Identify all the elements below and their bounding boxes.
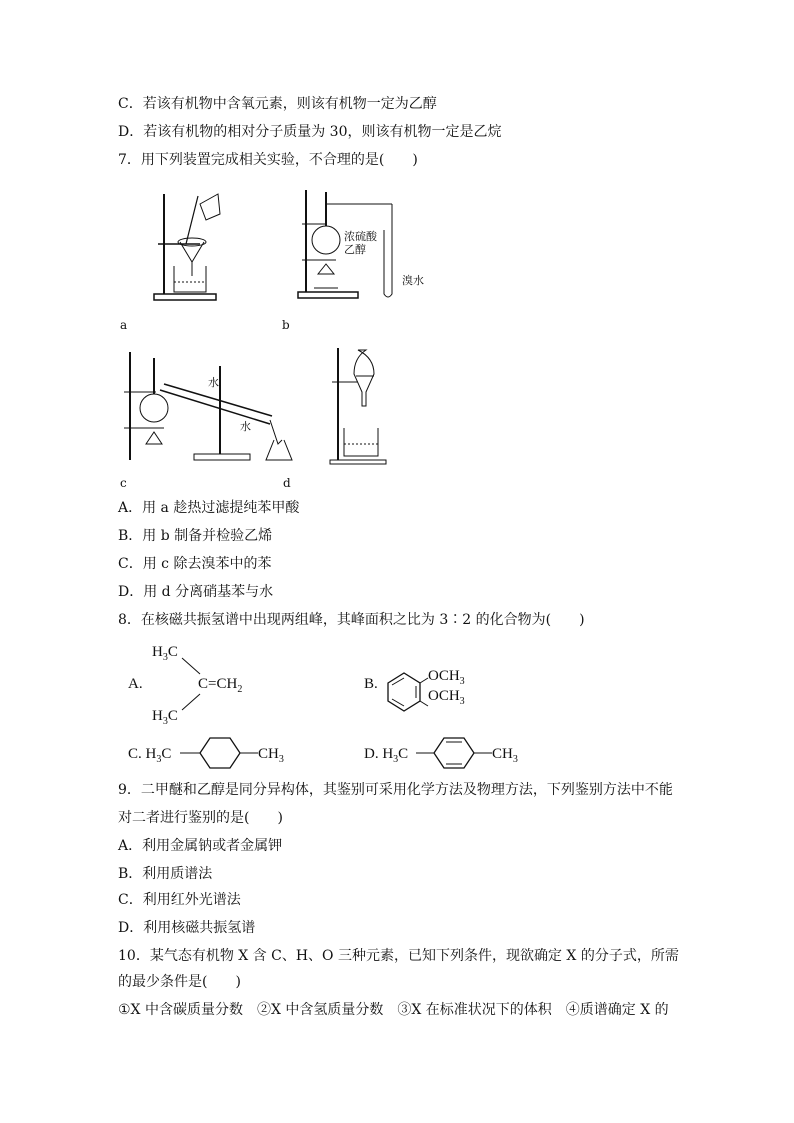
q8-b-sub-top: 3 [459,676,465,687]
q8-option-d-letter: D. H [364,746,394,762]
option-c-line: C．若该有机物中含氧元素，则该有机物一定为乙醇 [118,96,437,112]
apparatus-d-diagram [328,344,392,466]
question-9-line-2: 对二者进行鉴别的是( ) [118,810,283,826]
q8-b-sub-bottom: 3 [459,696,465,707]
q8-a-top-c: C [167,644,178,660]
q8-d-right: CH [492,746,513,762]
q8-d-right-sub: 3 [512,754,518,765]
svg-text:C=CH2 [198,676,242,695]
q8-a-bot-h: H [152,708,163,724]
q8-a-top-sub: 3 [162,652,168,663]
figure-label-c: c [120,476,127,490]
q8-c-sub: 3 [156,754,162,765]
q8-d-c: C [398,746,409,762]
question-7: 7．用下列装置完成相关实验，不合理的是( ) [118,152,418,168]
figure-label-a: a [120,318,128,332]
question-10-line-2: 的最少条件是( ) [118,974,241,990]
question-10-line-1: 10．某气态有机物 X 含 C、H、O 三种元素，已知下列条件，现欲确定 X 的分子式，所需 [118,948,679,964]
q8-b-och3-top: OCH [428,668,460,684]
q8-d-sub: 3 [393,754,399,765]
figure-label-d: d [283,476,291,490]
question-10-line-3: ①X 中含碳质量分数 ②X 中含氢质量分数 ③X 在标准状况下的体积 ④质谱确定 X 的 [118,1002,669,1018]
figure-label-b: b [282,318,290,332]
q9-option-d: D．利用核磁共振氢谱 [118,920,256,936]
q8-a-core: C=CH [198,676,238,692]
label-water-in: 水 [208,376,219,389]
q8-c-right: CH [258,746,279,762]
q8-option-c-letter: C. H [128,746,157,762]
svg-text:H3C [152,708,178,727]
q8-option-a-letter: A. [128,676,143,692]
q8-a-bot-sub: 3 [162,716,168,727]
apparatus-b-diagram [296,184,436,304]
label-ethanol: 乙醇 [344,243,366,256]
q8-option-b-letter: B. [364,676,378,692]
q8-a-bot-c: C [167,708,178,724]
svg-text:OCH3 [428,688,465,707]
svg-text:C. H3C [128,746,171,765]
q8-a-top-h: H [152,644,163,660]
label-water-out: 水 [240,420,251,433]
q8-a-core-sub: 2 [237,684,243,695]
apparatus-c-diagram [120,348,300,466]
q8-c-c: C [161,746,172,762]
svg-text:CH3 [258,746,284,765]
svg-text:OCH3 [428,668,465,687]
label-bromine-water: 溴水 [402,274,424,287]
apparatus-a-diagram [150,184,230,304]
label-conc-sulfuric-acid: 浓硫酸 [344,230,377,243]
q8-b-och3-bottom: OCH [428,688,460,704]
option-d-line: D．若该有机物的相对分子质量为 30，则该有机物一定是乙烷 [118,124,502,140]
svg-text:D. H3C [364,746,408,765]
question-8: 8．在核磁共振氢谱中出现两组峰，其峰面积之比为 3∶2 的化合物为( ) [118,612,585,628]
q7-option-a: A．用 a 趁热过滤提纯苯甲酸 [118,500,300,516]
q7-option-b: B．用 b 制备并检验乙烯 [118,528,273,544]
svg-text:CH3 [492,746,518,765]
q9-option-c: C．利用红外光谱法 [118,892,241,908]
question-9-line-1: 9．二甲醚和乙醇是同分异构体，其鉴别可采用化学方法及物理方法，下列鉴别方法中不能 [118,782,673,798]
q8-structures [120,636,550,770]
q7-option-c: C．用 c 除去溴苯中的苯 [118,556,272,572]
q7-option-d: D．用 d 分离硝基苯与水 [118,584,274,600]
svg-text:H3C [152,644,178,663]
q9-option-b: B．利用质谱法 [118,866,213,882]
q9-option-a: A．利用金属钠或者金属钾 [118,838,283,854]
q8-c-right-sub: 3 [278,754,284,765]
